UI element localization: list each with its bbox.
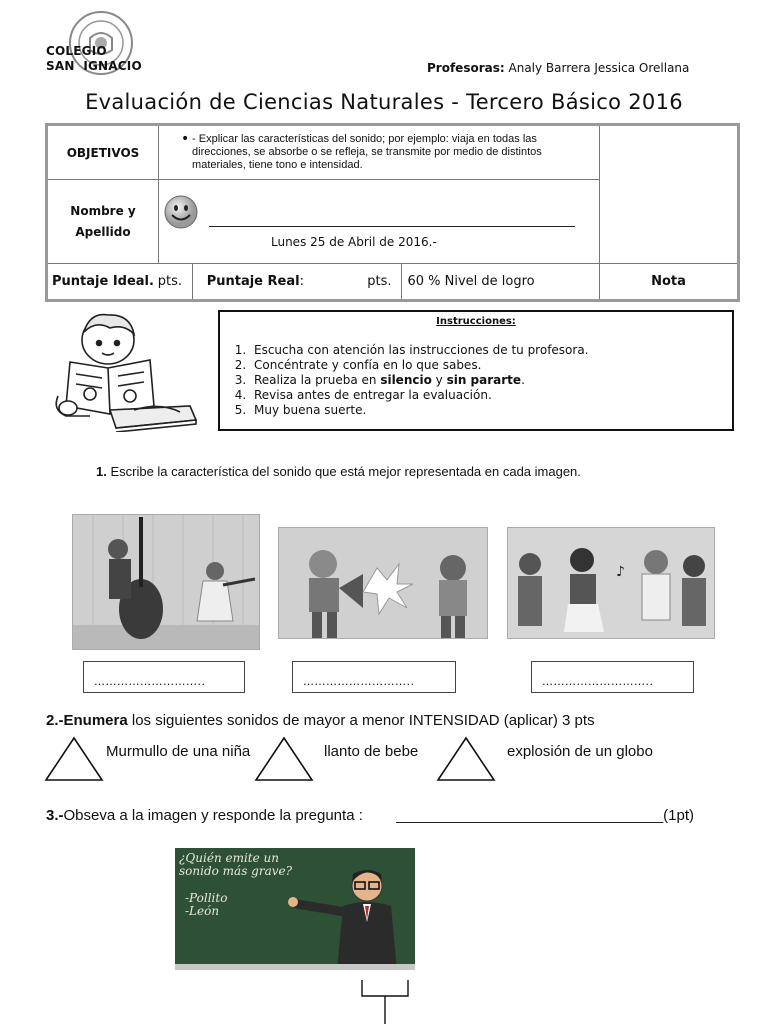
info-table <box>45 123 740 302</box>
board-ledge <box>175 964 415 970</box>
bullet-icon: • <box>181 131 190 147</box>
smiley-icon <box>164 195 198 229</box>
teacher-figure <box>279 864 415 970</box>
puntaje-ideal-unit: pts. <box>157 274 183 289</box>
instruction-item-3-mid: y <box>431 373 447 387</box>
answer-box-1[interactable]: ……………………….. <box>83 661 245 693</box>
puntaje-real-label: Puntaje Real <box>206 274 300 289</box>
nota-blank-cell <box>600 125 739 264</box>
puntaje-real-unit: pts. <box>367 274 392 289</box>
question-2-verb: Enumera <box>63 712 128 729</box>
school-line-2: SAN IGNACIO <box>46 59 142 73</box>
school-name <box>46 44 142 74</box>
school-line-1: COLEGIO <box>46 44 107 58</box>
objetivos-cell <box>159 125 600 180</box>
nombre-cell <box>159 180 600 264</box>
instruction-bold-sin-pararte: sin pararte <box>446 373 522 387</box>
nivel-logro: 60 % Nivel de logro <box>402 264 600 301</box>
question-3 <box>46 807 694 824</box>
board-options <box>185 892 227 918</box>
sound-item-1: Murmullo de una niña <box>106 743 251 760</box>
nota-label: Nota <box>600 264 739 301</box>
question-2-number: 2.- <box>46 712 64 729</box>
instruction-item: 1. Escucha con atención las instrucciones de tu profesora. <box>250 343 732 358</box>
question-3-number: 3.- <box>46 807 64 824</box>
instruction-bold-silencio: silencio <box>380 373 432 387</box>
teachers-names: Analy Barrera Jessica Orellana <box>508 61 690 75</box>
photo-kids-music <box>507 527 715 639</box>
chalkboard-image <box>175 848 415 970</box>
nombre-label-2: Apellido <box>75 224 131 239</box>
instruction-item <box>250 373 732 388</box>
board-question-line-1: ¿Quién emite un <box>179 851 279 865</box>
puntaje-ideal-cell <box>47 264 193 301</box>
instructions-list <box>220 343 732 418</box>
bracket-connector <box>360 978 410 1024</box>
puntaje-real-colon: : <box>299 274 304 289</box>
page-title: Evaluación de Ciencias Naturales - Tercero Básico 2016 <box>85 90 683 114</box>
question-1 <box>96 465 656 479</box>
question-3-points: (1pt) <box>663 807 695 824</box>
board-question-line-2: sonido más grave? <box>179 864 293 878</box>
board-option-1: -Pollito <box>185 891 228 905</box>
nombre-label <box>47 180 159 264</box>
board-question <box>179 852 292 878</box>
triangle-box-1[interactable] <box>44 736 104 782</box>
instruction-item-3-end: . <box>521 373 525 387</box>
teachers <box>427 61 689 75</box>
photo-cello-violin <box>72 514 260 650</box>
svg-text:♪: ♪ <box>616 564 625 580</box>
sound-item-3: explosión de un globo <box>507 743 653 760</box>
instructions-box <box>218 310 734 431</box>
question-1-number: 1. <box>96 464 107 479</box>
name-underline[interactable] <box>209 226 575 227</box>
triangle-box-2[interactable] <box>254 736 314 782</box>
question-3-answer-line[interactable]: ________________________________ <box>396 807 664 824</box>
answer-box-2[interactable]: ……………………….. <box>292 661 456 693</box>
answer-box-3[interactable]: ……………………….. <box>531 661 694 693</box>
instruction-item: 5. Muy buena suerte. <box>250 403 732 418</box>
triangle-box-3[interactable] <box>436 736 496 782</box>
teachers-label: Profesoras: <box>427 61 505 75</box>
question-3-text: Obseva a la imagen y responde la pregunta : <box>63 807 397 824</box>
boy-reading-illustration <box>50 310 210 432</box>
test-date: Lunes 25 de Abril de 2016.- <box>271 235 437 249</box>
sound-item-2: llanto de bebe <box>324 743 419 760</box>
objetivos-text: - Explicar las características del sonido; por ejemplo: viaja en todas las direcciones, se absorbe o se refleja, se transmite por medio de distintos materiales, tiene tono e intensidad. <box>192 133 542 171</box>
question-2 <box>46 712 595 729</box>
objetivos-label: OBJETIVOS <box>47 125 159 180</box>
puntaje-ideal-label: Puntaje Ideal. <box>52 274 154 289</box>
instruction-item: 4. Revisa antes de entregar la evaluación. <box>250 388 732 403</box>
nombre-label-1: Nombre y <box>70 203 136 218</box>
question-2-text: los siguientes sonidos de mayor a menor INTENSIDAD (aplicar) 3 pts <box>127 712 595 729</box>
board-option-2: -León <box>185 904 220 918</box>
instruction-item: 2. Concéntrate y confía en lo que sabes. <box>250 358 732 373</box>
instructions-title: Instrucciones: <box>436 316 516 327</box>
instruction-item-3-text: Realiza la prueba en <box>254 373 381 387</box>
question-1-text: Escribe la característica del sonido que está mejor representada en cada imagen. <box>106 464 581 479</box>
puntaje-real-cell <box>192 264 402 301</box>
photo-megaphone <box>278 527 488 639</box>
